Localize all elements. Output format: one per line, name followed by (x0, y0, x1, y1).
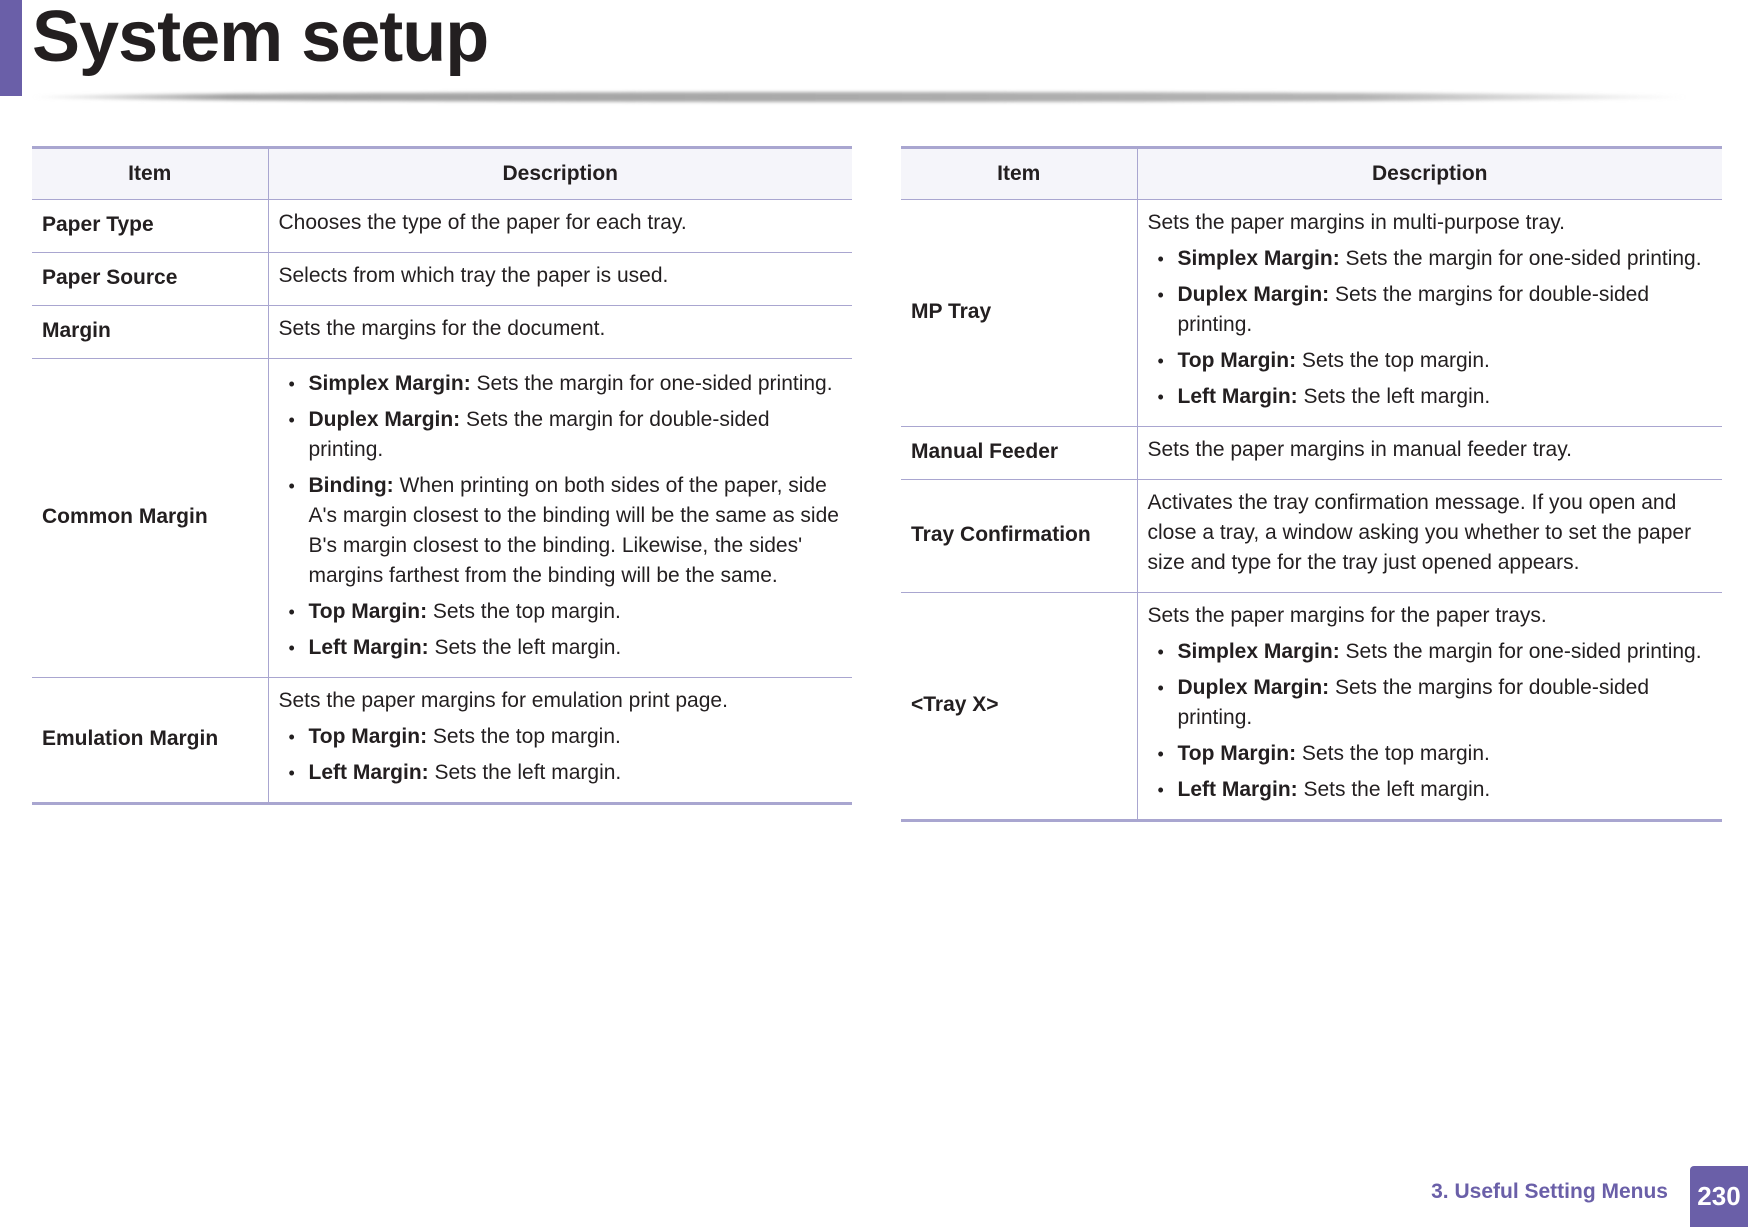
option-text: Sets the left margin. (428, 636, 622, 659)
option-text: Sets the left margin. (1297, 778, 1491, 801)
option-list-item (1148, 739, 1713, 769)
option-term: Duplex Margin: (1177, 283, 1330, 306)
option-term: Binding: (308, 474, 394, 497)
option-text: Sets the top margin. (1296, 349, 1490, 372)
row-item-name: Manual Feeder (901, 427, 1137, 480)
row-item-name: Tray Confirmation (901, 480, 1137, 593)
table-row (32, 253, 852, 306)
option-list-item (1148, 346, 1713, 376)
table-row (32, 200, 852, 253)
title-accent-bar (0, 0, 22, 96)
option-term: Duplex Margin: (1177, 676, 1330, 699)
table-row (32, 359, 852, 678)
option-term: Simplex Margin: (1177, 247, 1340, 270)
table-row (32, 678, 852, 804)
settings-table-right (901, 146, 1722, 822)
option-list-item (1148, 775, 1713, 805)
option-term: Simplex Margin: (308, 372, 471, 395)
row-description (1137, 480, 1722, 593)
option-list-item (1148, 637, 1713, 667)
row-description (268, 678, 852, 804)
settings-table-left (32, 146, 852, 805)
option-list-item (1148, 673, 1713, 733)
option-term: Left Margin: (308, 636, 429, 659)
option-term: Top Margin: (1177, 742, 1297, 765)
row-description (1137, 593, 1722, 821)
row-item-name: <Tray X> (901, 593, 1137, 821)
table-row (901, 200, 1722, 427)
row-description (268, 253, 852, 306)
column-header-description: Description (1137, 148, 1722, 200)
row-item-name: Common Margin (32, 359, 268, 678)
row-description (268, 306, 852, 359)
option-term: Top Margin: (308, 725, 428, 748)
option-text: Sets the left margin. (428, 761, 622, 784)
option-list-item (279, 471, 843, 591)
row-item-name: MP Tray (901, 200, 1137, 427)
row-item-name: Paper Source (32, 253, 268, 306)
option-text: When printing on both sides of the paper, side A's margin closest to the binding will be the same as side B's margin closest to the binding. Likewise, the sides' margins farthest from the binding will be the same. (308, 474, 839, 587)
row-description (268, 359, 852, 678)
table-body (32, 200, 852, 804)
table-body (901, 200, 1722, 821)
description-text: Sets the paper margins for emulation print page. (278, 689, 728, 712)
option-list (1148, 244, 1713, 412)
column-header-description: Description (268, 148, 852, 200)
table-header-row (32, 148, 852, 200)
title-divider (30, 92, 1690, 102)
description-text: Sets the paper margins in multi-purpose tray. (1147, 211, 1565, 234)
description-text: Sets the paper margins for the paper trays. (1147, 604, 1547, 627)
column-header-item: Item (901, 148, 1137, 200)
option-term: Left Margin: (308, 761, 429, 784)
option-list (279, 369, 843, 663)
description-text: Activates the tray confirmation message. If you open and close a tray, a window asking you whether to set the paper size and type for the tray just opened appears. (1147, 491, 1692, 574)
option-term: Simplex Margin: (1177, 640, 1340, 663)
table-row (901, 427, 1722, 480)
row-description (1137, 427, 1722, 480)
table-row (901, 480, 1722, 593)
option-term: Duplex Margin: (308, 408, 461, 431)
option-list-item (1148, 382, 1713, 412)
option-term: Left Margin: (1177, 385, 1298, 408)
option-term: Top Margin: (308, 600, 428, 623)
option-text: Sets the margin for one-sided printing. (1339, 247, 1702, 270)
option-list (279, 722, 843, 788)
table-header-row (901, 148, 1722, 200)
option-text: Sets the margin for one-sided printing. (1339, 640, 1702, 663)
option-list-item (279, 369, 843, 399)
page-number-badge: 230 (1690, 1166, 1748, 1227)
footer-section-title: 3. Useful Setting Menus (1431, 1180, 1668, 1203)
option-text: Sets the top margin. (427, 600, 621, 623)
option-term: Left Margin: (1177, 778, 1298, 801)
option-text: Sets the margin for one-sided printing. (470, 372, 833, 395)
option-text: Sets the top margin. (427, 725, 621, 748)
row-item-name: Margin (32, 306, 268, 359)
column-header-item: Item (32, 148, 268, 200)
option-text: Sets the margins for double-sided printing. (1177, 283, 1650, 336)
option-text: Sets the margins for double-sided printing. (1177, 676, 1650, 729)
row-description (268, 200, 852, 253)
option-list-item (279, 722, 843, 752)
description-text: Chooses the type of the paper for each tray. (278, 211, 687, 234)
row-item-name: Emulation Margin (32, 678, 268, 804)
option-list-item (1148, 280, 1713, 340)
option-text: Sets the top margin. (1296, 742, 1490, 765)
table-row (32, 306, 852, 359)
page-title: System setup (32, 0, 489, 77)
option-text: Sets the margin for double-sided printing. (308, 408, 770, 461)
row-description (1137, 200, 1722, 427)
option-list-item (279, 405, 843, 465)
option-list (1148, 637, 1713, 805)
option-list-item (279, 633, 843, 663)
option-list-item (279, 597, 843, 627)
option-list-item (1148, 244, 1713, 274)
description-text: Sets the margins for the document. (278, 317, 606, 340)
option-list-item (279, 758, 843, 788)
table-row (901, 593, 1722, 821)
description-text: Sets the paper margins in manual feeder tray. (1147, 438, 1573, 461)
option-term: Top Margin: (1177, 349, 1297, 372)
option-text: Sets the left margin. (1297, 385, 1491, 408)
description-text: Selects from which tray the paper is used. (278, 264, 669, 287)
row-item-name: Paper Type (32, 200, 268, 253)
